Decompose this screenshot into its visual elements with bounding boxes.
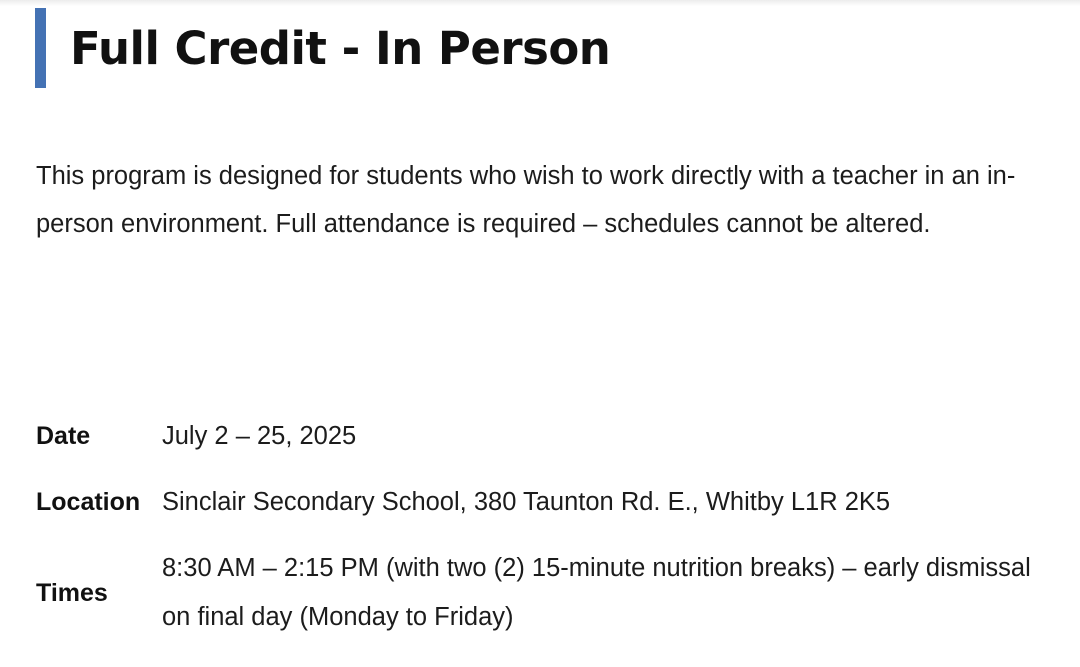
- page-title: Full Credit - In Person: [70, 21, 611, 75]
- detail-row-date: [36, 412, 1062, 461]
- detail-row-times: [36, 544, 1062, 642]
- times-label: Times: [36, 578, 108, 607]
- location-value: Sinclair Secondary School, 380 Taunton Rd. E., Whitby L1R 2K5: [162, 488, 891, 516]
- program-description: This program is designed for students who wish to work directly with a teacher in an in-person environment. Full attendance is required – schedules cannot be altered.: [36, 162, 1016, 238]
- location-label: Location: [36, 488, 141, 516]
- top-shadow: [0, 0, 1080, 6]
- heading-accent-bar: [35, 8, 46, 88]
- detail-row-location: [36, 478, 1062, 527]
- date-label: Date: [36, 422, 91, 450]
- times-value: 8:30 AM – 2:15 PM (with two (2) 15-minute nutrition breaks) – early dismissal on final day (Monday to Friday): [162, 554, 1031, 631]
- date-value: July 2 – 25, 2025: [162, 422, 357, 450]
- page-heading: [35, 8, 610, 88]
